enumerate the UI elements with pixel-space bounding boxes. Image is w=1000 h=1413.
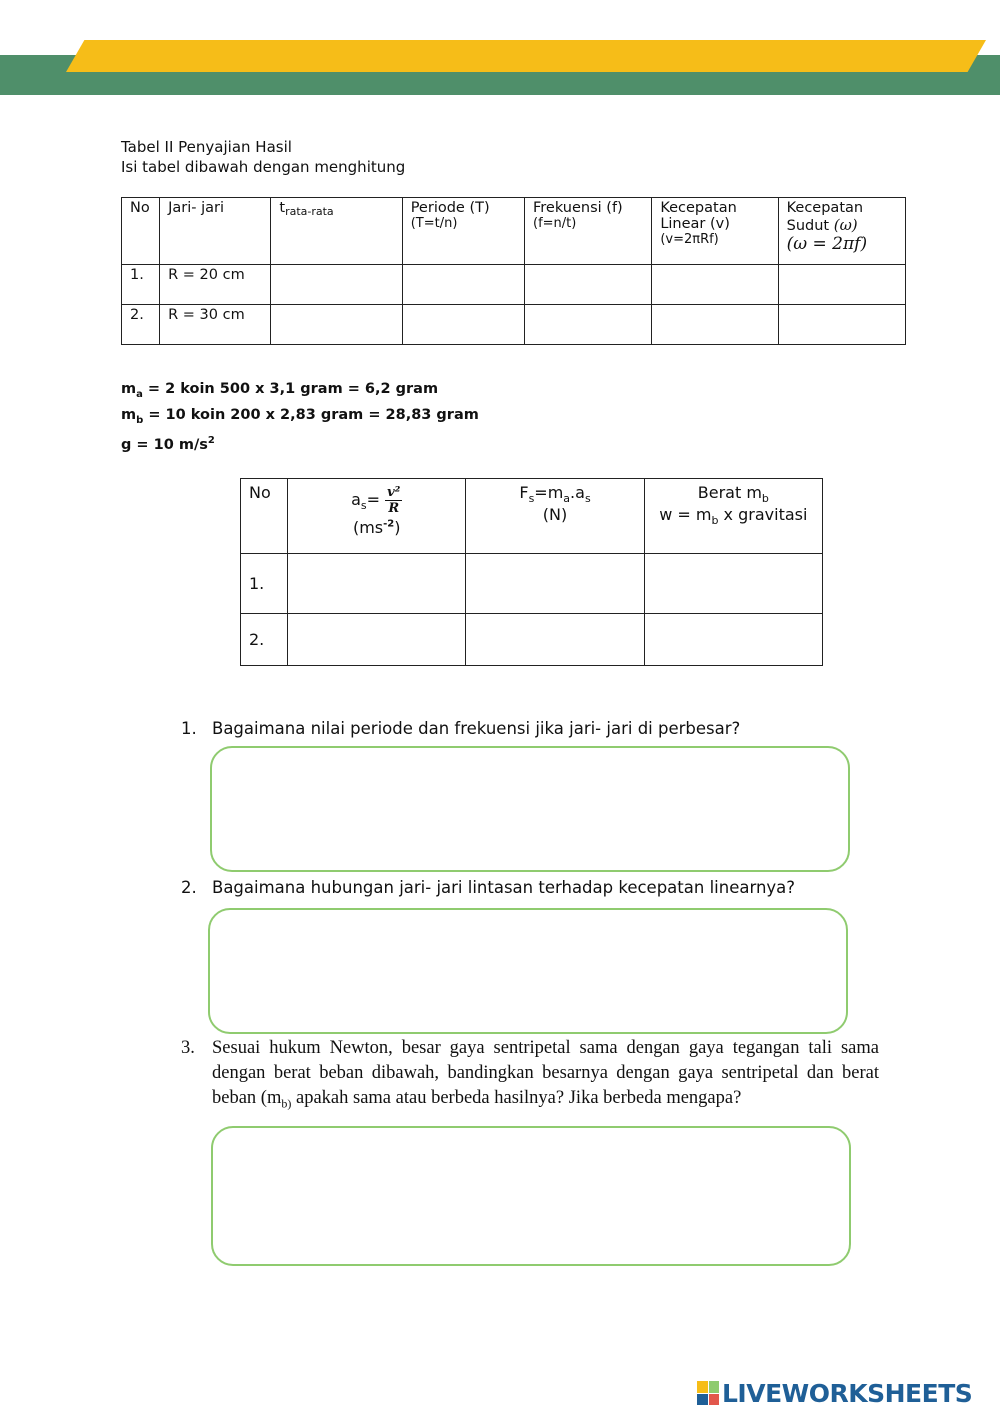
header-acceleration bbox=[288, 479, 466, 554]
frac-numerator: v² bbox=[387, 485, 401, 500]
header-linear-velocity bbox=[652, 198, 778, 265]
t-subscript: rata-rata bbox=[285, 205, 334, 218]
question-text: Bagaimana hubungan jari- jari lintasan terhadap kecepatan linearnya? bbox=[212, 878, 796, 897]
weight-formula-a: w = m bbox=[659, 505, 712, 525]
header-radius: Jari- jari bbox=[160, 198, 271, 265]
table-row bbox=[241, 614, 823, 666]
caption-title: Tabel II Penyajian Hasil bbox=[121, 138, 292, 156]
cell-frequency[interactable] bbox=[525, 265, 652, 305]
fs-sub2: a bbox=[563, 492, 571, 506]
cell-centripetal-force[interactable] bbox=[466, 614, 644, 666]
row-no: 2. bbox=[241, 614, 288, 666]
as-eq: = bbox=[366, 490, 381, 509]
fs-eq: =m bbox=[534, 483, 564, 502]
weight-formula-sub: b bbox=[711, 514, 719, 528]
row-radius: R = 30 cm bbox=[160, 305, 271, 345]
linear-label-2: Linear (v) bbox=[660, 216, 730, 232]
mb-text: = 10 koin 200 x 2,83 gram = 28,83 gram bbox=[143, 406, 479, 423]
weight-formula-b: x gravitasi bbox=[718, 505, 808, 525]
header-frequency bbox=[525, 198, 652, 265]
question-3 bbox=[181, 1036, 879, 1117]
frequency-label: Frekuensi (f) bbox=[533, 200, 623, 216]
g-text: g = 10 m/s bbox=[121, 436, 208, 453]
cell-weight[interactable] bbox=[644, 614, 822, 666]
header-period bbox=[402, 198, 524, 265]
row-no: 1. bbox=[241, 554, 288, 614]
cell-t-average[interactable] bbox=[271, 305, 402, 345]
as-label: a bbox=[351, 490, 361, 509]
header-angular-velocity bbox=[778, 198, 905, 265]
cell-angular-velocity[interactable] bbox=[778, 265, 905, 305]
cell-weight[interactable] bbox=[644, 554, 822, 614]
results-table bbox=[121, 197, 906, 345]
cell-linear-velocity[interactable] bbox=[652, 305, 778, 345]
question-text-part1: Sesuai hukum Newton, besar gaya sentripetal sama dengan gaya tegangan tali sama dengan berat beban dibawah, bandingkan besarnya dengan gaya sentripetal dan berat beban (m bbox=[212, 1038, 879, 1108]
ma-symbol: m bbox=[121, 381, 137, 397]
mass-b-line bbox=[121, 405, 479, 431]
weight-label: Berat m bbox=[697, 483, 762, 502]
header-centripetal-force bbox=[466, 479, 644, 554]
cell-frequency[interactable] bbox=[525, 305, 652, 345]
header-no: No bbox=[241, 479, 288, 554]
as-unit: (ms bbox=[352, 518, 384, 537]
frequency-formula: (f=n/t) bbox=[533, 216, 577, 231]
fs-unit: (N) bbox=[542, 505, 568, 525]
fs-sub: s bbox=[528, 492, 535, 506]
question-2 bbox=[181, 878, 795, 897]
fs-sub3: s bbox=[584, 492, 591, 506]
row-no: 1. bbox=[122, 265, 160, 305]
linear-formula: (v=2πRf) bbox=[660, 232, 719, 247]
row-no: 2. bbox=[122, 305, 160, 345]
angular-symbol: (ω) bbox=[833, 216, 858, 234]
cell-t-average[interactable] bbox=[271, 265, 402, 305]
cell-acceleration[interactable] bbox=[288, 614, 466, 666]
ma-text: = 2 koin 500 x 3,1 gram = 6,2 gram bbox=[142, 381, 439, 397]
fs-label: F bbox=[519, 483, 529, 502]
header-no: No bbox=[122, 198, 160, 265]
weight-sub: b bbox=[761, 492, 769, 506]
header-banner-yellow bbox=[66, 40, 986, 72]
cell-period[interactable] bbox=[402, 265, 524, 305]
answer-box-1[interactable] bbox=[210, 746, 850, 872]
angular-formula: (ω = 2πf) bbox=[786, 234, 868, 254]
as-unit-close: ) bbox=[394, 518, 401, 537]
table-row bbox=[241, 554, 823, 614]
cell-centripetal-force[interactable] bbox=[466, 554, 644, 614]
question-text-sub: b) bbox=[281, 1096, 292, 1111]
ma-sub: a bbox=[136, 388, 143, 400]
as-unit-sup: -2 bbox=[383, 518, 395, 530]
linear-label-1: Kecepatan bbox=[660, 200, 737, 216]
logo-text: LIVEWORKSHEETS bbox=[722, 1378, 973, 1408]
mass-data bbox=[121, 379, 479, 455]
cell-angular-velocity[interactable] bbox=[778, 305, 905, 345]
table-caption bbox=[121, 137, 405, 177]
cell-period[interactable] bbox=[402, 305, 524, 345]
row-radius: R = 20 cm bbox=[160, 265, 271, 305]
question-text bbox=[212, 1036, 879, 1117]
t-symbol: t bbox=[279, 200, 286, 216]
question-text-part2: apakah sama atau berbeda hasilnya? Jika berbeda mengapa? bbox=[291, 1088, 742, 1108]
force-table bbox=[240, 478, 823, 666]
g-sup: 2 bbox=[207, 434, 215, 446]
answer-box-2[interactable] bbox=[208, 908, 848, 1034]
question-number: 3. bbox=[181, 1038, 195, 1058]
table-row bbox=[122, 265, 906, 305]
table-row bbox=[122, 305, 906, 345]
question-number: 2. bbox=[181, 878, 197, 897]
gravity-line bbox=[121, 431, 479, 455]
period-formula: (T=t/n) bbox=[410, 216, 458, 231]
cell-linear-velocity[interactable] bbox=[652, 265, 778, 305]
logo-icon bbox=[697, 1381, 719, 1405]
mass-a-line bbox=[121, 379, 479, 405]
liveworksheets-logo bbox=[697, 1378, 972, 1408]
answer-box-3[interactable] bbox=[211, 1126, 851, 1266]
header-t-average bbox=[271, 198, 402, 265]
header-weight bbox=[644, 479, 822, 554]
force-table-header bbox=[241, 479, 823, 554]
angular-label-2: Sudut bbox=[786, 218, 830, 234]
cell-acceleration[interactable] bbox=[288, 554, 466, 614]
angular-label-1: Kecepatan bbox=[786, 200, 864, 216]
question-1 bbox=[181, 719, 740, 738]
results-table-header bbox=[122, 198, 906, 265]
mb-symbol: m bbox=[121, 406, 137, 423]
acceleration-fraction bbox=[385, 485, 402, 516]
caption-instruction: Isi tabel dibawah dengan menghitung bbox=[121, 158, 406, 176]
question-text: Bagaimana nilai periode dan frekuensi jika jari- jari di perbesar? bbox=[212, 719, 741, 738]
mb-sub: b bbox=[136, 414, 144, 426]
frac-denominator: R bbox=[388, 501, 400, 516]
question-number: 1. bbox=[181, 719, 197, 738]
fs-dot: .a bbox=[570, 483, 585, 502]
as-sub: s bbox=[360, 499, 367, 513]
period-label: Periode (T) bbox=[410, 200, 490, 216]
